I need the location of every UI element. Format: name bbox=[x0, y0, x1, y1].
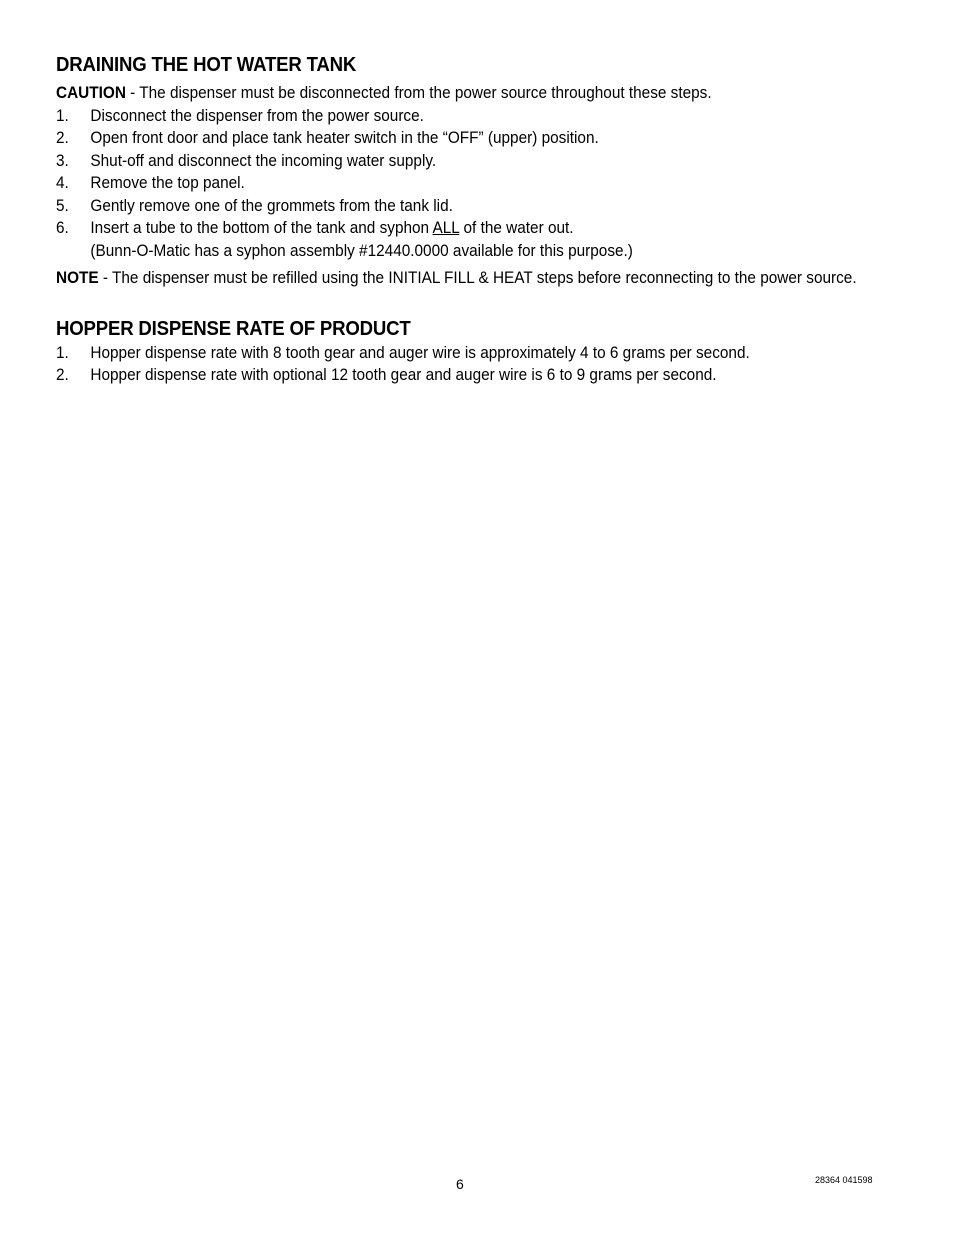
document-code: 28364 041598 bbox=[815, 1175, 873, 1185]
list-item-subtext: (Bunn-O-Matic has a syphon assembly #12440.0000 available for this purpose.) bbox=[90, 241, 633, 260]
list-item bbox=[56, 364, 886, 387]
list-item bbox=[56, 105, 886, 128]
list-item-number: 2. bbox=[56, 129, 69, 147]
list-item bbox=[56, 195, 886, 218]
note-label: NOTE bbox=[56, 269, 99, 287]
note-paragraph bbox=[56, 267, 886, 290]
section-draining-tank bbox=[56, 52, 886, 290]
list-item-text: Gently remove one of the grommets from the tank lid. bbox=[90, 196, 453, 215]
list-item-number: 3. bbox=[56, 151, 69, 170]
list-item-text: Hopper dispense rate with 8 tooth gear and auger wire is approximately 4 to 6 grams per second. bbox=[90, 343, 750, 362]
list-item bbox=[56, 342, 886, 365]
list-item-number: 5. bbox=[56, 196, 69, 215]
list-item bbox=[56, 150, 886, 173]
list-item-text: Disconnect the dispenser from the power source. bbox=[90, 106, 424, 125]
page-number: 6 bbox=[456, 1176, 464, 1192]
list-item bbox=[56, 217, 886, 262]
list-item-text: Hopper dispense rate with optional 12 tooth gear and auger wire is 6 to 9 grams per second. bbox=[90, 366, 717, 384]
list-item-text-before: Insert a tube to the bottom of the tank and syphon bbox=[90, 219, 433, 237]
list-item-number: 2. bbox=[56, 366, 69, 384]
list-item bbox=[56, 127, 886, 150]
list-item-text: Remove the top panel. bbox=[90, 174, 245, 192]
list-item-text-after: of the water out. bbox=[459, 219, 574, 237]
hopper-rate-list bbox=[56, 342, 886, 387]
emphasis-all: ALL bbox=[432, 219, 460, 237]
caution-text: - The dispenser must be disconnected from the power source throughout these steps. bbox=[125, 84, 712, 102]
section-heading: DRAINING THE HOT WATER TANK bbox=[56, 54, 357, 76]
page-content bbox=[56, 52, 886, 387]
caution-label: CAUTION bbox=[56, 84, 126, 102]
list-item bbox=[56, 172, 886, 195]
note-text: - The dispenser must be refilled using the INITIAL FILL & HEAT steps before reconnecting to the power source. bbox=[98, 269, 857, 287]
list-item-number: 1. bbox=[56, 106, 69, 125]
section-hopper-rate bbox=[56, 316, 886, 387]
draining-steps-list bbox=[56, 105, 886, 263]
list-item-text: Open front door and place tank heater switch in the “OFF” (upper) position. bbox=[90, 129, 599, 147]
list-item-text: Shut-off and disconnect the incoming water supply. bbox=[90, 151, 437, 170]
section-heading: HOPPER DISPENSE RATE OF PRODUCT bbox=[56, 317, 411, 340]
caution-paragraph bbox=[56, 82, 886, 105]
list-item-number: 6. bbox=[56, 219, 69, 237]
list-item-number: 1. bbox=[56, 343, 69, 362]
list-item-number: 4. bbox=[56, 174, 69, 192]
